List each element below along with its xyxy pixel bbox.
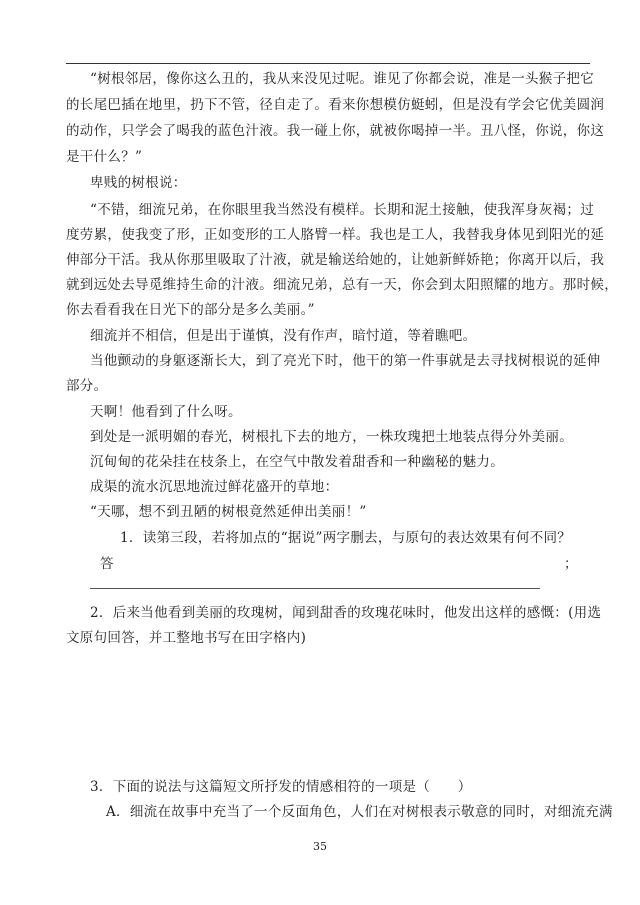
story-line: 卑贱的树根说：	[90, 175, 187, 191]
story-line: 是干什么？”	[66, 149, 143, 165]
question-1: 1．读第三段，若将加点的“据说”两字删去，与原句的表达效果有何不同？	[120, 530, 572, 546]
story-line: 到处是一派明媚的春光，树根扎下去的地方，一株玫瑰把土地装点得分外美丽。	[90, 429, 573, 445]
answer-end-mark: ；	[564, 556, 578, 572]
story-line: 部分。	[66, 378, 108, 394]
answer-blank-line[interactable]	[90, 588, 540, 589]
story-line: “树根邻居，像你这么丑的，我从来没见过呢。谁见了你都会说，准是一头猴子把它	[90, 71, 595, 87]
answer-label: 答	[100, 556, 114, 572]
story-line: “不错，细流兄弟，在你眼里我当然没有模样。长期和泥土接触，使我浑身灰褐；过	[90, 202, 595, 218]
story-line: 就到远处去导觅维持生命的汁液。细流兄弟，总有一天，你会到太阳照耀的地方。那时候，	[66, 277, 618, 293]
story-line: 当他颤动的身躯逐渐长大，到了亮光下时，他干的第一件事就是去寻找树根说的延伸	[90, 353, 601, 369]
story-line: 天啊！他看到了什么呀。	[90, 404, 242, 420]
story-line: 成渠的流水沉思地流过鲜花盛开的草地：	[90, 479, 339, 495]
top-rule	[66, 63, 590, 64]
story-line: 的动作，只学会了喝我的蓝色汁液。我一碰上你，就被你喝掉一半。丑八怪，你说，你这	[66, 123, 605, 139]
story-line: 你去看看我在日光下的部分是多么美丽。”	[66, 302, 315, 318]
question-2: 文原句回答，并工整地书写在田字格内)	[66, 630, 307, 646]
question-2: 2．后来当他看到美丽的玫瑰树，闻到甜香的玫瑰花味时，他发出这样的感慨：(用选	[90, 605, 602, 621]
story-line: 伸部分干活。我从你那里吸取了汁液，就是输送给她的，让她新鲜娇艳；你离开以后，我	[66, 252, 605, 268]
story-line: 细流并不相信，但是出于谨慎，没有作声，暗忖道，等着瞧吧。	[90, 328, 477, 344]
page-number: 35	[313, 840, 327, 853]
story-line: 沉甸甸的花朵挂在枝条上，在空气中散发着甜香和一种幽秘的魅力。	[90, 454, 504, 470]
story-line: “天哪，想不到丑陋的树根竟然延伸出美丽！”	[90, 504, 367, 520]
story-line: 的长尾巴插在地里，扔下不管，径自走了。看来你想模仿蜓蚓，但是没有学会它优美圆润	[66, 97, 605, 113]
question-3-option-a: A．细流在故事中充当了一个反面角色，人们在对树根表示敬意的同时，对细流充满	[106, 804, 613, 820]
story-line: 度劳累，使我变了形，正如变形的工人胳臂一样。我也是工人，我替我身体见到阳光的延	[66, 227, 605, 243]
question-3: 3．下面的说法与这篇短文所抒发的情感相符的一项是（ ）	[90, 779, 472, 795]
